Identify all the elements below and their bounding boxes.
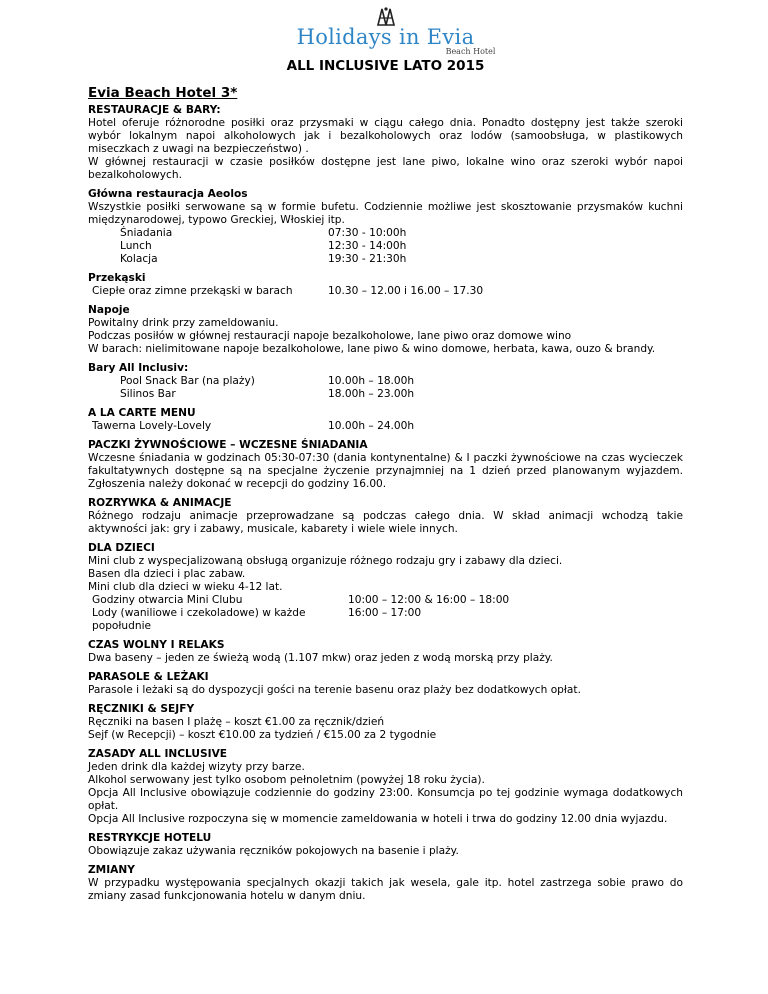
section-bary (88, 362, 683, 401)
section-heading: PARASOLE & LEŻAKI (88, 671, 209, 683)
section-heading: Bary All Inclusiv: (88, 362, 189, 374)
section-heading: RESTRYKCJE HOTELU (88, 832, 212, 844)
schedule-label: Pool Snack Bar (na plaży) (120, 375, 255, 387)
schedule-row (88, 607, 683, 633)
schedule-label: Kolacja (120, 253, 158, 265)
section-heading: RESTAURACJE & BARY: (88, 104, 221, 116)
schedule-label: Silinos Bar (120, 388, 176, 400)
schedule-row (88, 227, 683, 240)
text-line: Mini club dla dzieci w wieku 4-12 lat. (88, 581, 283, 593)
schedule-time: 10:00 – 12:00 & 16:00 – 18:00 (348, 594, 510, 606)
paragraph: Obowiązuje zakaz używania ręczników pokojowych na basenie i plaży. (88, 845, 459, 857)
schedule-label: Ciepłe oraz zimne przekąski w barach (92, 285, 293, 297)
schedule-label: Śniadania (120, 227, 173, 239)
section-restrykcje (88, 832, 683, 858)
schedule-row (88, 253, 683, 266)
schedule-row (88, 240, 683, 253)
schedule-time: 19:30 - 21:30h (328, 253, 407, 265)
section-heading: CZAS WOLNY I RELAKS (88, 639, 225, 651)
section-glowna-restauracja (88, 188, 683, 266)
text-line: Mini club z wyspecjalizowaną obsługą organizuje różnego rodzaju gry i zabawy dla dzieci. (88, 555, 563, 567)
schedule-row (88, 420, 683, 433)
section-heading: DLA DZIECI (88, 542, 155, 554)
section-zmiany (88, 864, 683, 903)
paragraph: Wszystkie posiłki serwowane są w formie bufetu. Codziennie możliwe jest skosztowanie przysmaków kuchni międzynarodowej, typowo Greckiej, Włoskiej itp. (88, 201, 683, 226)
schedule-label: Lody (waniliowe i czekoladowe) w każde popołudnie (92, 607, 306, 632)
paragraph: W przypadku występowania specjalnych okazji takich jak wesela, gale itp. hotel zastrzega sobie prawo do zmiany zasad funkcjonowania hotelu w danym dniu. (88, 877, 683, 902)
section-przekaski (88, 272, 683, 298)
schedule-time: 07:30 - 10:00h (328, 227, 407, 239)
text-line: Jeden drink dla każdej wizyty przy barze. (88, 761, 305, 773)
section-heading: Przekąski (88, 272, 146, 284)
building-icon (374, 6, 398, 26)
section-paczki (88, 439, 683, 491)
hotel-name-heading: Evia Beach Hotel 3* (88, 85, 238, 101)
text-line: Opcja All Inclusive obowiązuje codziennie do godziny 23:00. Konsumcja po tej godzinie wymaga dodatkowych opłat. (88, 787, 683, 812)
section-dzieci (88, 542, 683, 633)
text-line: Alkohol serwowany jest tylko osobom pełnoletnim (powyżej 18 roku życia). (88, 774, 485, 786)
schedule-label: Tawerna Lovely-Lovely (92, 420, 212, 432)
schedule-row (88, 594, 683, 607)
section-heading: ROZRYWKA & ANIMACJE (88, 497, 232, 509)
schedule-row (88, 388, 683, 401)
document-content (88, 104, 683, 909)
text-line: Basen dla dzieci i plac zabaw. (88, 568, 246, 580)
paragraph: Parasole i leżaki są do dyspozycji gości na terenie basenu oraz plaży bez dodatkowych opłat. (88, 684, 581, 696)
schedule-row (88, 285, 683, 298)
paragraph: Wczesne śniadania w godzinach 05:30-07:30 (dania kontynentalne) & I paczki żywnościowe na czas wycieczek fakultatywnych dostępne są na specjalne życzenie przynajmniej na 1 dzień przed planowanym wyjazdem. Zgłoszenia należy dokonać w recepcji do godziny 16.00. (88, 452, 683, 490)
schedule-time: 18.00h – 23.00h (328, 388, 415, 400)
schedule-time: 10.00h – 18.00h (328, 375, 415, 387)
schedule-time: 10.30 – 12.00 i 16.00 – 17.30 (328, 285, 484, 297)
document-title: ALL INCLUSIVE LATO 2015 (286, 58, 485, 74)
text-line: W barach: nielimitowane napoje bezalkoholowe, lane piwo & wino domowe, herbata, kawa, ouzo & brandy. (88, 343, 656, 355)
section-zasady (88, 748, 683, 826)
section-heading: ZASADY ALL INCLUSIVE (88, 748, 228, 760)
section-heading: Główna restauracja Aeolos (88, 188, 248, 200)
section-heading: A LA CARTE MENU (88, 407, 196, 419)
section-reczniki (88, 703, 683, 742)
text-line: Ręczniki na basen I plażę – koszt €1.00 za ręcznik/dzień (88, 716, 385, 728)
section-heading: Napoje (88, 304, 130, 316)
text-line: Podczas posiłów w głównej restauracji napoje bezalkoholowe, lane piwo oraz domowe wino (88, 330, 572, 342)
section-parasole (88, 671, 683, 697)
section-rozrywka (88, 497, 683, 536)
text-line: Sejf (w Recepcji) – koszt €10.00 za tydzień / €15.00 za 2 tygodnie (88, 729, 437, 741)
section-heading: PACZKI ŻYWNOŚCIOWE – WCZESNE ŚNIADANIA (88, 439, 368, 451)
section-restauracje (88, 104, 683, 182)
schedule-time: 16:00 – 17:00 (348, 607, 422, 619)
section-alacarte (88, 407, 683, 433)
text-line: Opcja All Inclusive rozpoczyna się w momencie zameldowania w hoteli i trwa do godziny 12.00 dnia wyjazdu. (88, 813, 668, 825)
hotel-logo (88, 6, 683, 56)
section-heading: ZMIANY (88, 864, 135, 876)
section-napoje (88, 304, 683, 356)
schedule-label: Lunch (120, 240, 152, 252)
paragraph: Różnego rodzaju animacje przeprowadzane są podczas całego dnia. W skład animacji wchodzą takie aktywności jak: gry i zabawy, musicale, kabarety i wiele wiele innych. (88, 510, 683, 535)
schedule-row (88, 375, 683, 388)
section-heading: RĘCZNIKI & SEJFY (88, 703, 195, 715)
paragraph: Hotel oferuje różnorodne posiłki oraz przysmaki w ciągu całego dnia. Ponadto dostępny jest także szeroki wybór lokalnym napoi alkoholowych jak i bezalkoholowych oraz lodów (samoobsługa, w plastikowych miseczkach z uwagi na bezpieczeństwo) . (88, 117, 683, 155)
schedule-time: 10.00h – 24.00h (328, 420, 415, 432)
logo-title: Holidays in Evia (296, 25, 475, 49)
paragraph: Dwa baseny – jeden ze świeżą wodą (1.107 mkw) oraz jeden z wodą morską przy plaży. (88, 652, 553, 664)
section-relaks (88, 639, 683, 665)
schedule-time: 12:30 - 14:00h (328, 240, 407, 252)
schedule-label: Godziny otwarcia Mini Clubu (92, 594, 243, 606)
logo-subtitle: Beach Hotel (445, 47, 496, 56)
paragraph: W głównej restauracji w czasie posiłków dostępne jest lane piwo, lokalne wino oraz szeroki wybór napoi bezalkoholowych. (88, 156, 683, 181)
text-line: Powitalny drink przy zameldowaniu. (88, 317, 279, 329)
